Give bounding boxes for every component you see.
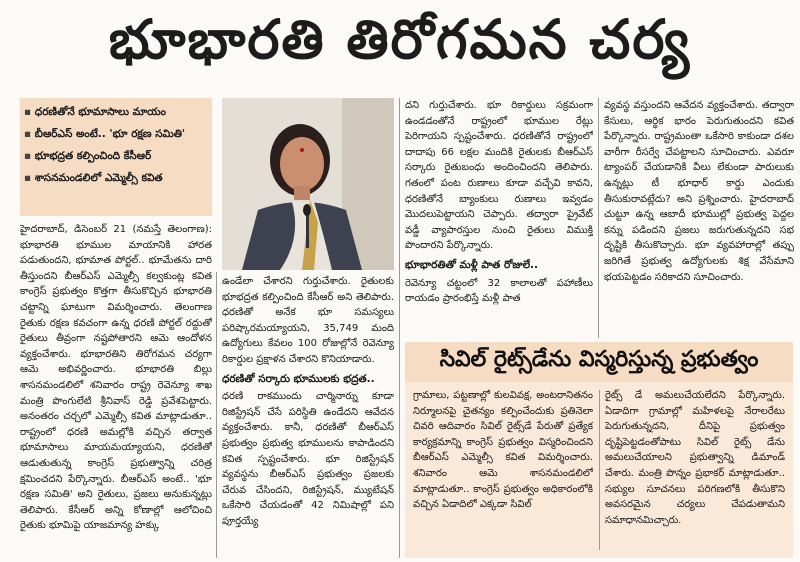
column-divider (599, 390, 600, 550)
sidebar-column-right (605, 388, 785, 554)
article-paragraph: దని గుర్తుచేశారు. భూ రికార్డులు సక్రమంగా ఉండడంతోనే రాష్ట్రంలో భూముల రేట్లు పెరిగాయని స్పష్టంచేశారు. ధరణితోనే రాష్ట్రంలో దాదాపు 66 లక్షల మందికి రైతులకు బీఆర్ఎస్ సర్కారు రైతుబంధు అందించిందని తెలిపారు. గతంలో పంట రుణాలు కూడా వచ్చేవి కావని, ధరణితోనే బ్యాంకులు రుణాలు ఇవ్వడం మొదలుపెట్టాయని చెప్పారు. తద్వారా ప్రైవేట్ వడ్డీ వ్యాపారస్తుల నుంచి రైతులు విముక్తి పొందారని పేర్కొన్నారు. (405, 100, 593, 252)
highlight-item: ▪ భూభద్రత కల్పించింది కేసీఆర్ (24, 145, 208, 167)
column-divider (598, 98, 599, 338)
article-paragraph: గ్రామాలు, పట్టణాల్లో కులవివక్ష, అంటరానితనం నిర్మూలనపై చైతన్యం కల్పించేందుకు ప్రతినెలా చివరి ఆదివారం సివిల్ రైట్స్‌డే పేరుతో ప్రత్యేక కార్యక్రమాన్ని కాంగ్రెస్ ప్రభుత్వం విస్మరించిందని బీఆర్ఎస్ ఎమ్మెల్సీ కవిత విమర్శించారు. శనివారం ఆమె శాసనమండలిలో మాట్లాడుతూ.. కాంగ్రెస్ ప్రభుత్వం అధికారంలోకి వచ్చిన ఏడాదిలో ఎక్కడా సివిల్ (413, 390, 593, 511)
article-paragraph: ఉండేలా చేశారని గుర్తుచేశారు. రైతులకు భూభద్రత కల్పించింది కేసీఆర్ అని తెలిపారు. ధరణితో అనేక భూ సమస్యలు పరిష్కారమయ్యాయని, 35,749 మంది ఉద్యోగులు కేవలం 100 రోజుల్లోనే రెవెన్యూ రికార్డుల ప్రక్షాళన చేశారని కొనియాడారు. (222, 276, 394, 365)
article-column-3 (405, 98, 593, 338)
highlight-item: ▪ ధరణితోనే భూమాసాలు మాయం (24, 101, 208, 123)
sidebar-headline: సివిల్ రైట్స్‌డేను విస్మరిస్తున్న ప్రభుత్వం (405, 342, 793, 382)
portrait-illustration (222, 98, 394, 270)
article-paragraph: ధరణి రాకముందు చార్మినార్ను కూడా రిజిస్ట్రేషన్ చేసే పరిస్థితి ఉండేదని ఆవేదన వ్యక్తంచేశారు. కానీ, ధరణితో బీఆర్ఎస్ ప్రభుత్వం ప్రభుత్వ భూములను కాపాడిందని కవిత స్పష్టంచేశారు. భూ రిజిస్ట్రేషన్ వ్యవస్థను బీఆర్ఎస్ ప్రభుత్వం ప్రజలకు చేరువ చేసిందని, రిజిస్ట్రేషన్, మ్యుటేషన్ ఒకేసారి చేయడంతో 42 నిమిషాల్లో పని పూర్తయ్యే (222, 391, 394, 527)
article-paragraph: రెవెన్యూ చట్టంలో 32 కాలాలతో పహాణీలు రాయడం ప్రారంభిస్తే మళ్లీ పాత (405, 277, 593, 305)
column-divider (399, 98, 400, 558)
article-paragraph: రైట్స్ డే అమలుచేయలేదని పేర్కొన్నారు. ఏడాదిగా గ్రామాల్లో మహిళలపై నేరాలరేటు పెరుగుతున్నదని, దీనిపై ప్రభుత్వం దృష్టిపెట్టడంతోపాటు సివిల్ రైట్స్ డేను అమలుచేయాలని ప్రభుత్వాన్ని డిమాండ్ చేశారు. మంత్రి పొన్నం ప్రభాకర్ మాట్లాడుతూ.. సభ్యుల సూచనలు పరిగణలోకి తీసుకొని అవసరమైన చర్యలు చేపడుతామని సమాధానమిచ్చారు. (605, 390, 785, 526)
headline: భూభారతి తిరోగమన చర్య (108, 7, 692, 71)
subheading: ధరణితో సర్కారు భూములకు భద్రత.. (222, 372, 375, 385)
highlight-item: ▪ బీఆర్ఎస్ అంటే.. 'భూ రక్షణ సమితి' (24, 123, 208, 145)
sidebar-column-left (413, 388, 593, 554)
sidebar-story-box (405, 382, 793, 558)
article-paragraph: హైదరాబాద్, డిసెంబర్ 21 (నమస్తే తెలంగాణ): భూభారతి భూముల మాయానికి హారత పడుతుందని, భూమాత పోర్టల్.. భూమేతను దారి తీస్తుందని బీఆర్ఎస్ ఎమ్మెల్సీ కల్వకుంట్ల కవిత కాంగ్రెస్ ప్రభుత్వం కొత్తగా తీసుకొచ్చిన భూభారతి చట్టాన్ని ఘాటుగా విమర్శించారు. తెలంగాణ రైతుకు రక్షణ కవచంగా ఉన్న ధరణి పోర్టల్ రద్దుతో రైతులు తీవ్రంగా నష్టపోతారని ఆమె ఆందోళన వ్యక్తంచేశారు. భూభారతిని తిరోగమన చర్యగా ఆమె అభివర్ణించారు. భూభారతి బిల్లు శాసనమండలిలో శనివారం రాష్ట్ర రెవెన్యూ శాఖ మంత్రి పొంగులేటి శ్రీనివాస్ రెడ్డి ప్రవేశపెట్టారు. అనంతరం చర్చలో ఎమ్మెల్సీ కవిత మాట్లాడుతూ.. రాష్ట్రంలో ధరణి అమల్లోకి వచ్చిన తర్వాత భూమాసాలు మాయమయ్యాయని, ధరణితో ఆడుతుతున్న కాంగ్రెస్ ప్రభుత్వాన్ని చరిత్ర క్షమించదని పేర్కొన్నారు. బీఆర్ఎస్ అంటే.. 'భూ రక్షణ సమితి' అని రైతులు, ప్రజలు అనుకున్నట్లు తెలిపారు. కేసీఆర్ అన్ని కోణాల్లో ఆలోచించి రైతుకు భూమిపై యాజమాన్య హక్కు (20, 224, 212, 532)
subheading: భూభారతితో మళ్లీ పాత రోజులే.. (405, 258, 539, 271)
highlights-box (20, 98, 212, 216)
article-paragraph: వ్యవస్థ వస్తుందని ఆవేదన వ్యక్తంచేశారు. తద్వారా కేసులు, ఆర్థిక భారం పెరుగుతుందని కవిత పేర్కొన్నారు. రాష్ట్రమంతా ఒకేసారి కాకుండా దశల వారీగా రీసర్వే చేపట్టాలని సూచించారు. ఎవరూ ట్యాంపర్ చేయడానికి వీలు లేకుండా పారులుకు ఉన్నట్లు టీ భూధార్ కార్డు ఎందుకు తీసుకురావట్లేదు? అని ప్రశ్నించారు. హైదరాబాద్ చుట్టూ ఉన్న ఆబాదీ భూముల్లో ప్రభుత్వ పెద్దల కన్ను పడిందని ప్రజలు జరుగుతున్నదని సభ దృష్టికి తీసుకొచ్చారు. భూ వ్యవహారాల్లో తప్పు జరిగితే ప్రభుత్వ ఉద్యోగులకు శిక్ష వేసేమాని భయపెట్టడం సరికాదని సూచించారు. (604, 100, 794, 283)
column-divider (216, 272, 217, 558)
highlight-item: ▪ శాసనమండలిలో ఎమ్మెల్సీ కవిత (24, 167, 208, 189)
article-column-4 (604, 98, 794, 338)
article-column-2 (222, 274, 394, 558)
article-column-1 (20, 222, 212, 558)
portrait-photo (222, 98, 394, 270)
